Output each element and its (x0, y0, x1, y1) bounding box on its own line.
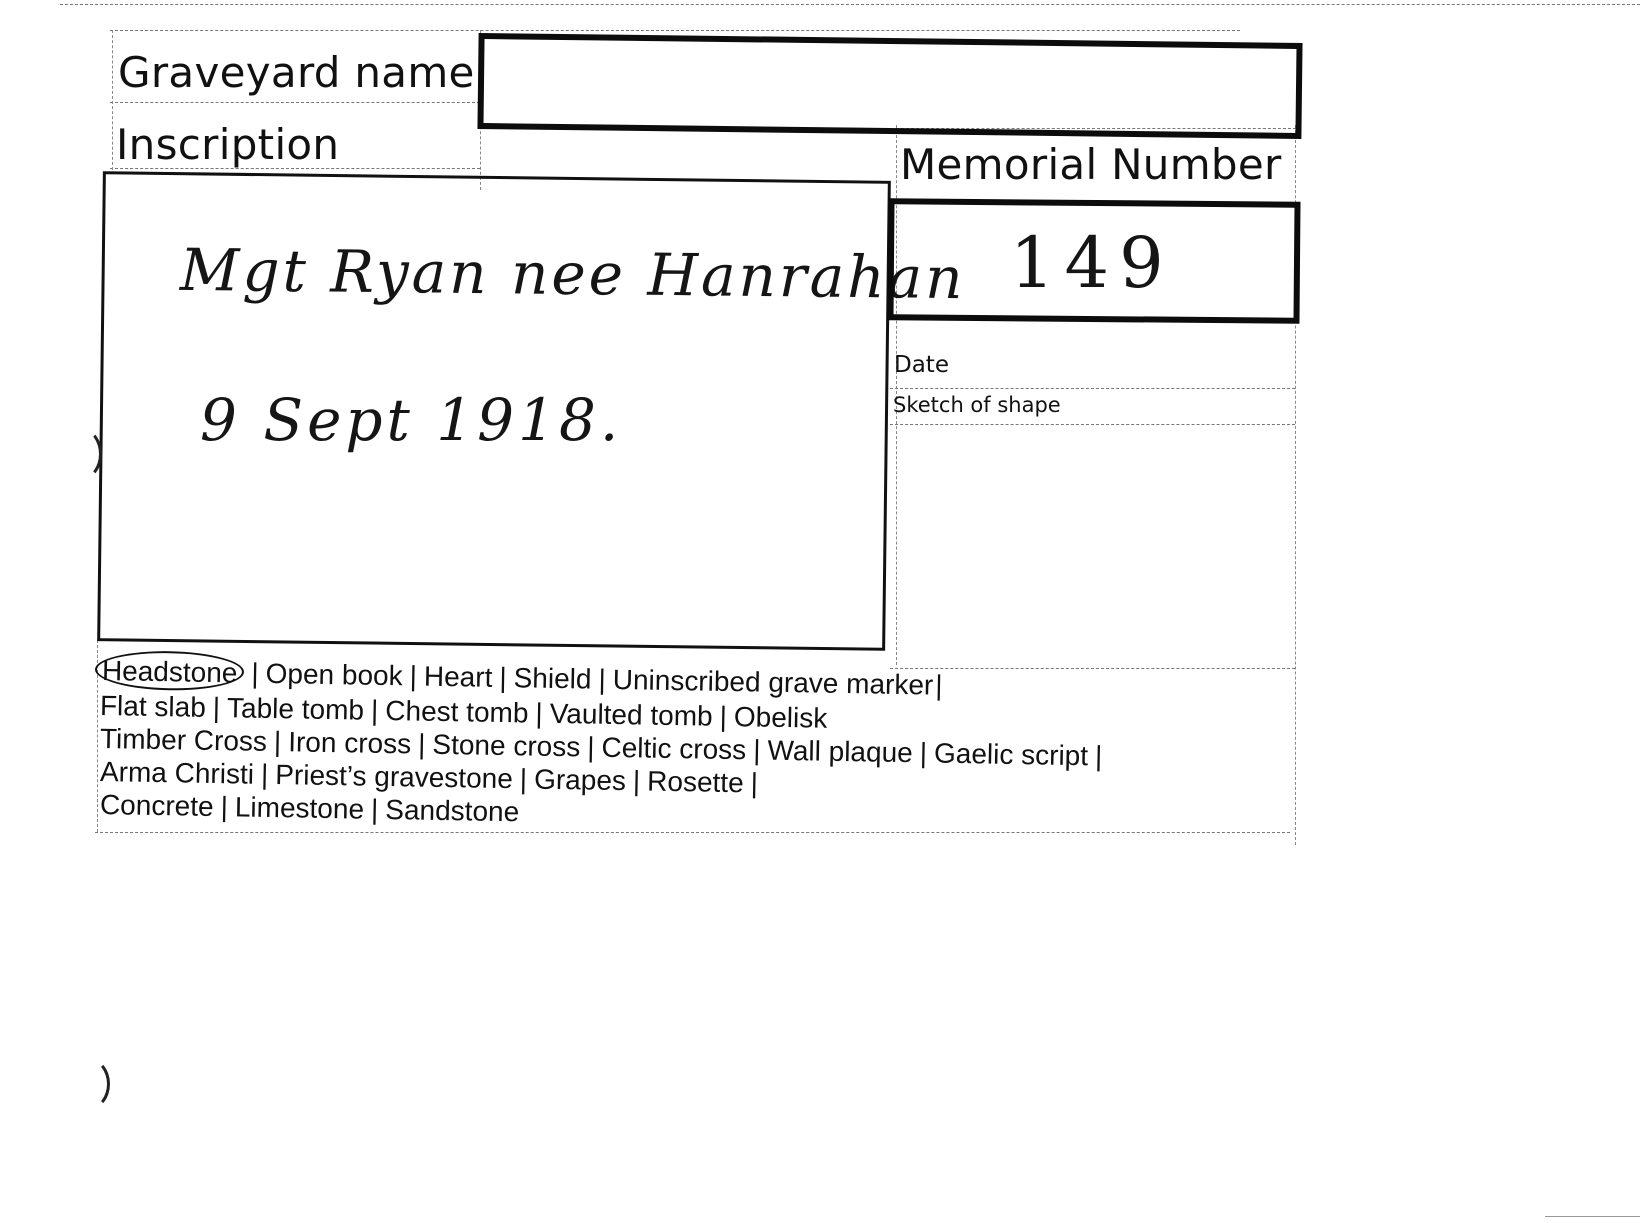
punch-hole-mark-upper (62, 428, 102, 480)
option-separator: | (632, 765, 641, 797)
option-separator: | (535, 697, 544, 729)
scan-edge-top (60, 4, 1640, 5)
option-separator: | (598, 663, 607, 695)
option-sandstone[interactable]: Sandstone (385, 793, 520, 828)
option-obelisk[interactable]: Obelisk (733, 701, 828, 734)
option-separator: | (370, 793, 379, 825)
option-flat-slab[interactable]: Flat slab (99, 690, 207, 723)
option-wall-plaque[interactable]: Wall plaque (767, 734, 914, 769)
grid-graveyard-bottom (110, 102, 480, 103)
option-table-tomb[interactable]: Table tomb (226, 692, 365, 726)
option-separator: | (719, 700, 728, 732)
inscription-line-2: 9 Sept 1918. (200, 386, 623, 454)
option-separator: | (370, 694, 379, 726)
graveyard-name-label: Graveyard name (118, 48, 475, 97)
option-vaulted-tomb[interactable]: Vaulted tomb (549, 697, 713, 732)
option-celtic-cross[interactable]: Celtic cross (601, 731, 747, 766)
option-separator: | (212, 691, 221, 724)
option-separator: | (417, 728, 426, 760)
grid-date-bottom (890, 388, 1295, 389)
option-separator: | (752, 734, 761, 766)
option-uninscribed-grave-marker[interactable]: Uninscribed grave marker (612, 663, 934, 701)
option-separator: | (260, 758, 269, 790)
option-separator: | (935, 669, 943, 701)
option-chest-tomb[interactable]: Chest tomb (385, 694, 529, 729)
memorial-number-label: Memorial Number (900, 140, 1282, 189)
memorial-number-value: 149 (1010, 222, 1174, 304)
option-arma-christi[interactable]: Arma Christi (99, 756, 255, 790)
grid-sketch-bottom (890, 424, 1295, 425)
option-gaelic-script[interactable]: Gaelic script (933, 737, 1089, 772)
option-separator: | (586, 731, 595, 763)
grid-left-line (112, 30, 113, 170)
option-heart[interactable]: Heart (423, 660, 493, 693)
option-headstone[interactable]: Headstone (95, 650, 245, 692)
option-separator: | (750, 767, 759, 799)
date-label: Date (894, 352, 949, 378)
inscription-label: Inscription (116, 120, 340, 169)
option-iron-cross[interactable]: Iron cross (287, 726, 412, 760)
option-shield[interactable]: Shield (513, 662, 592, 695)
option-stone-cross[interactable]: Stone cross (432, 728, 581, 763)
option-concrete[interactable]: Concrete (99, 789, 214, 822)
option-separator: | (251, 657, 259, 689)
option-separator: | (919, 737, 928, 769)
option-separator: | (499, 661, 507, 694)
option-separator: | (273, 726, 282, 758)
option-timber-cross[interactable]: Timber Cross (99, 723, 268, 757)
grid-top-line (110, 30, 1240, 31)
option-open-book[interactable]: Open book (265, 657, 403, 692)
inscription-line-1: Mgt Ryan nee Hanrahan (179, 235, 966, 313)
option-separator: | (409, 660, 418, 692)
graveyard-name-field[interactable] (477, 33, 1302, 139)
punch-hole-mark-lower (68, 1058, 110, 1110)
sketch-of-shape-label: Sketch of shape (893, 393, 1061, 417)
memorial-type-options (99, 650, 1280, 828)
option-separator: | (1094, 740, 1103, 772)
option-priests-gravestone[interactable]: Priest’s gravestone (274, 759, 514, 795)
option-separator: | (220, 791, 229, 823)
sketch-area[interactable] (895, 426, 1293, 666)
option-grapes[interactable]: Grapes (533, 763, 627, 797)
scan-edge-bottom-right (1545, 1216, 1640, 1217)
option-rosette[interactable]: Rosette (646, 765, 744, 799)
option-separator: | (519, 763, 528, 795)
option-limestone[interactable]: Limestone (234, 791, 365, 825)
